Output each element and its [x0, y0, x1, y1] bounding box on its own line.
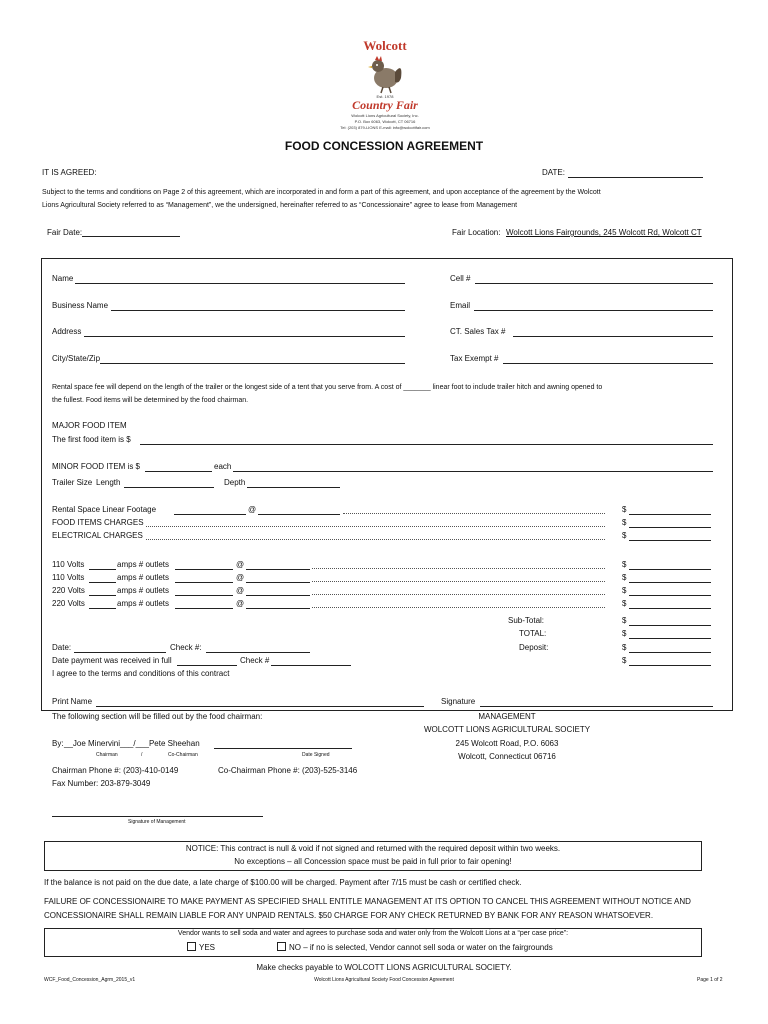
print-name-field[interactable]: [96, 706, 424, 707]
management-org: WOLCOTT LIONS AGRICULTURAL SOCIETY: [423, 725, 591, 734]
outlets-field[interactable]: [175, 582, 233, 583]
outlets-field[interactable]: [175, 608, 233, 609]
address-field[interactable]: [84, 336, 405, 337]
tax-exempt-field[interactable]: [503, 363, 713, 364]
management-signature-label: Signature of Management: [128, 819, 186, 825]
volts-rate-field[interactable]: [246, 608, 310, 609]
main-form-box: [41, 258, 733, 711]
business-name-field[interactable]: [111, 310, 405, 311]
logo-title-top: Wolcott: [363, 38, 407, 53]
date-label: Date:: [52, 643, 72, 652]
fair-location-label: Fair Location:: [452, 228, 501, 237]
first-food-item-label: The first food item is $: [52, 435, 131, 444]
name-label: Name: [52, 274, 74, 283]
sub-label-cochairman: Co-Chairman: [168, 752, 198, 758]
volts-label: 110 Volts: [52, 573, 85, 582]
notice-line-2: No exceptions – all Concession space must be paid in full prior to fair opening!: [234, 857, 512, 866]
agree-text: I agree to the terms and conditions of this contract: [52, 669, 230, 678]
volts-label: 110 Volts: [52, 560, 85, 569]
first-food-item-field[interactable]: [140, 444, 713, 445]
notice-box: [44, 841, 702, 871]
food-charges-dollar: $: [622, 518, 627, 527]
business-name-label: Business Name: [52, 301, 109, 310]
volt-row-3: [0, 586, 768, 599]
late-charge-text: If the balance is not paid on the due date, a late charge of $100.00 will be charged. Payment after 7/15 must be cash or certified check.: [44, 878, 522, 887]
page-title: FOOD CONCESSION AGREEMENT: [284, 139, 484, 153]
volts-at-sign: @: [236, 599, 245, 608]
total-label: TOTAL:: [519, 629, 547, 638]
deposit-dollar: $: [622, 643, 627, 652]
length-label: Length: [96, 478, 121, 487]
chairman-phone: Chairman Phone #: (203)-410-0149: [52, 766, 179, 775]
org-line: P.O. Box 6063, Wolcott, CT 06716: [354, 119, 416, 124]
tax-exempt-label: Tax Exempt #: [450, 354, 499, 363]
volts-rate-field[interactable]: [246, 582, 310, 583]
management-signature-line[interactable]: [52, 816, 263, 817]
amps-field[interactable]: [89, 569, 116, 570]
agreed-label: IT IS AGREED:: [42, 168, 97, 177]
volts-amount-field[interactable]: [629, 582, 711, 583]
deposit-field[interactable]: [629, 652, 711, 653]
linear-amount-field[interactable]: [629, 514, 711, 515]
chairman-sign-line[interactable]: [214, 748, 352, 749]
linear-dollar: $: [622, 505, 627, 514]
rental-line: the fullest. Food items will be determined by the food chairman.: [52, 397, 249, 404]
top-date-label: DATE:: [542, 168, 565, 177]
date-received-field[interactable]: [177, 665, 237, 666]
footer-left: WCF_Food_Concession_Agrm_2015_v1: [44, 977, 136, 983]
cell-field[interactable]: [475, 283, 713, 284]
intro-line: Subject to the terms and conditions on Page 2 of this agreement, which are incorporated in and form a part of this agreement, and upon acceptance of the agreement by the Wolcott: [42, 189, 601, 196]
by-label: By:: [52, 739, 64, 748]
vendor-box: [44, 928, 702, 957]
deposit-label: Deposit:: [519, 643, 549, 652]
check-field[interactable]: [206, 652, 310, 653]
rental-line: Rental space fee will depend on the length of the trailer or the longest side of a tent that you serve from. A cost of _______ linear foot to include trailer hitch and awning opened to: [52, 384, 603, 391]
total-field[interactable]: [629, 638, 711, 639]
chairman-section-text: The following section will be filled out by the food chairman:: [52, 712, 263, 721]
fair-date-label: Fair Date:: [47, 228, 83, 237]
total-dollar: $: [622, 629, 627, 638]
yes-checkbox[interactable]: [187, 942, 196, 951]
date-field[interactable]: [74, 652, 166, 653]
address-label: Address: [52, 327, 82, 336]
volt-row-2: [0, 573, 768, 586]
check2-label: Check #: [240, 656, 270, 665]
logo-est: Est. 1978: [376, 94, 394, 99]
vendor-text: Vendor wants to sell soda and water and agrees to purchase soda and water only from the Wolcott Lions at a “per case price”:: [177, 930, 569, 937]
volts-at-sign: @: [236, 573, 245, 582]
subtotal-field[interactable]: [629, 625, 711, 626]
volts-dollar: $: [622, 586, 627, 595]
management-address-1: 245 Wolcott Road, P.O. 6063: [455, 739, 559, 748]
volts-at-sign: @: [236, 586, 245, 595]
name-field[interactable]: [75, 283, 405, 284]
subtotal-dollar: $: [622, 616, 627, 625]
linear-footage-field[interactable]: [174, 514, 246, 515]
electrical-charges-dots: [146, 539, 605, 540]
minor-food-label: MINOR FOOD ITEM is $: [52, 462, 140, 471]
logo-title-bottom: Country Fair: [352, 98, 418, 112]
top-date-line[interactable]: [568, 177, 703, 178]
subtotal-label: Sub-Total:: [508, 616, 545, 625]
volts-amount-field[interactable]: [629, 569, 711, 570]
major-food-heading: MAJOR FOOD ITEM: [52, 421, 127, 430]
balance-field[interactable]: [629, 665, 711, 666]
footer-right: Page 1 of 2: [697, 977, 723, 983]
fair-location-value: Wolcott Lions Fairgrounds, 245 Wolcott Rd, Wolcott CT: [506, 228, 702, 237]
food-charges-label: FOOD ITEMS CHARGES: [52, 518, 144, 527]
electrical-charges-dollar: $: [622, 531, 627, 540]
no-label: NO – if no is selected, Vendor cannot sell soda or water on the fairgrounds: [289, 943, 553, 952]
sales-tax-label: CT. Sales Tax #: [450, 327, 506, 336]
check-label: Check #:: [170, 643, 202, 652]
volts-rate-field[interactable]: [246, 595, 310, 596]
volts-dots: [312, 581, 605, 582]
fax-number: Fax Number: 203-879-3049: [52, 779, 151, 788]
management-heading: MANAGEMENT: [478, 712, 536, 721]
linear-at-sign: @: [248, 505, 257, 514]
food-charges-field[interactable]: [629, 527, 711, 528]
amps-outlets-label: amps # outlets: [117, 586, 170, 595]
vendor-yes-option[interactable]: [187, 942, 215, 952]
fair-date-line[interactable]: [82, 236, 180, 237]
city-state-zip-label: City/State/Zip: [52, 354, 101, 363]
amps-outlets-label: amps # outlets: [117, 599, 170, 608]
cochairman-phone: Co-Chairman Phone #: (203)-525-3146: [218, 766, 358, 775]
volts-dots: [312, 594, 605, 595]
volt-row-1: [0, 560, 768, 573]
volt-row-4: [0, 599, 768, 612]
sub-label-slash: /: [141, 752, 143, 758]
org-line: Tel: (203) 879-LIONS E-mail: info@wolcottfair.com: [340, 125, 430, 130]
volts-rate-field[interactable]: [246, 569, 310, 570]
sub-label-date-signed: Date Signed: [302, 752, 330, 758]
volts-amount-field[interactable]: [629, 595, 711, 596]
amps-field[interactable]: [89, 582, 116, 583]
signature-field[interactable]: [480, 706, 713, 707]
rental-paragraph: [52, 381, 602, 407]
cell-label: Cell #: [450, 274, 471, 283]
volts-at-sign: @: [236, 560, 245, 569]
failure-line: FAILURE OF CONCESSIONAIRE TO MAKE PAYMENT AS SPECIFIED SHALL ENTITLE MANAGEMENT AT ITS OPTION TO CANCEL THIS AGREEMENT WITHOUT NOTICE AND: [44, 897, 691, 906]
volts-dollar: $: [622, 599, 627, 608]
balance-dollar: $: [622, 656, 627, 665]
trailer-size-label: Trailer Size: [52, 478, 93, 487]
org-address-block: [315, 113, 455, 131]
depth-field[interactable]: [247, 487, 340, 488]
outlets-field[interactable]: [175, 569, 233, 570]
intro-paragraph: [42, 186, 601, 212]
minor-food-price-field[interactable]: [145, 471, 212, 472]
email-label: Email: [450, 301, 471, 310]
date-received-label: Date payment was received in full: [52, 656, 172, 665]
no-checkbox[interactable]: [277, 942, 286, 951]
volts-dots: [312, 568, 605, 569]
volts-amount-field[interactable]: [629, 608, 711, 609]
minor-food-desc-field[interactable]: [233, 471, 713, 472]
check2-field[interactable]: [271, 665, 351, 666]
amps-field[interactable]: [89, 595, 116, 596]
length-field[interactable]: [124, 487, 214, 488]
volts-dollar: $: [622, 560, 627, 569]
linear-rate-field[interactable]: [258, 514, 340, 515]
failure-paragraph: [44, 895, 691, 923]
footer-center: Wolcott Lions Agricultural Society Food Concession Agreement: [314, 977, 454, 983]
amps-outlets-label: amps # outlets: [117, 573, 170, 582]
make-checks-text: Make checks payable to WOLCOTT LIONS AGRICULTURAL SOCIETY.: [256, 963, 512, 972]
vendor-no-option[interactable]: [277, 942, 553, 952]
print-name-label: Print Name: [52, 697, 93, 706]
linear-footage-label: Rental Space Linear Footage: [52, 505, 157, 514]
city-state-zip-field[interactable]: [100, 363, 405, 364]
sub-label-chairman: Chairman: [96, 752, 118, 758]
volts-label: 220 Volts: [52, 599, 85, 608]
each-label: each: [214, 462, 232, 471]
volts-label: 220 Volts: [52, 586, 85, 595]
yes-label: YES: [199, 943, 216, 952]
outlets-field[interactable]: [175, 595, 233, 596]
linear-dots: [343, 513, 605, 514]
food-charges-dots: [146, 526, 605, 527]
failure-line: CONCESSIONAIRE SHALL REMAIN LIABLE FOR ANY UNPAID RENTALS. $50 CHARGE FOR ANY CHECK RETURNED BY BANK FOR ANY REASON WHATSOEVER.: [44, 911, 654, 920]
chairman-names: __Joe Minervini___/___Pete Sheehan: [64, 739, 200, 748]
signature-label: Signature: [441, 697, 476, 706]
depth-label: Depth: [224, 478, 246, 487]
volts-dots: [312, 607, 605, 608]
notice-line-1: NOTICE: This contract is null & void if not signed and returned with the required deposit within two weeks.: [185, 844, 561, 853]
management-address-2: Wolcott, Connecticut 06716: [458, 752, 556, 761]
sales-tax-field[interactable]: [513, 336, 713, 337]
rooster-icon: [365, 54, 405, 94]
email-field[interactable]: [474, 310, 713, 311]
electrical-charges-field[interactable]: [629, 540, 711, 541]
org-line: Wolcott Lions Agricultural Society, Inc.: [351, 113, 419, 118]
amps-field[interactable]: [89, 608, 116, 609]
amps-outlets-label: amps # outlets: [117, 560, 170, 569]
electrical-charges-label: ELECTRICAL CHARGES: [52, 531, 143, 540]
intro-line: Lions Agricultural Society referred to as “Management”, we the undersigned, hereinafter referred to as “Concessionaire” agree to lease from Management: [42, 202, 518, 209]
volts-dollar: $: [622, 573, 627, 582]
